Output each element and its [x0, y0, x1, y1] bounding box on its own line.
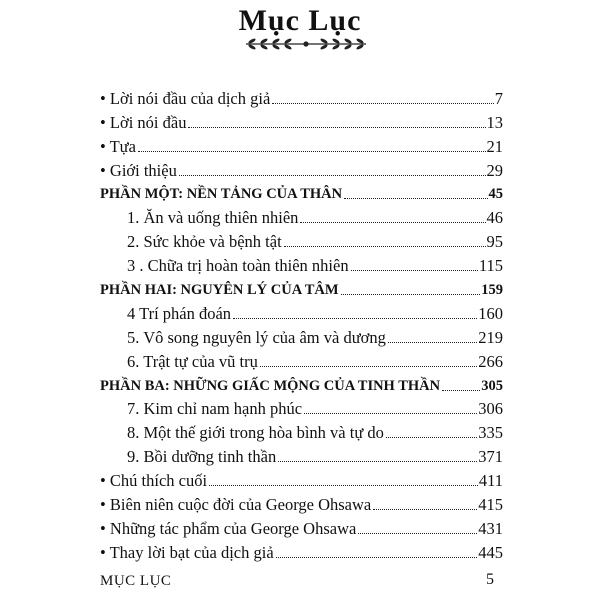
- toc-page-number: 95: [486, 232, 503, 252]
- toc-entry-label: • Lời nói đầu: [100, 112, 187, 132]
- toc-entry[interactable]: [100, 442, 503, 466]
- toc-page-number: 46: [486, 208, 503, 228]
- dot-leader: [442, 390, 480, 391]
- toc-page-number: 266: [478, 351, 503, 371]
- toc-entry[interactable]: [100, 227, 503, 251]
- toc-entry[interactable]: [100, 466, 503, 490]
- dot-leader: [304, 413, 477, 414]
- toc-entry-label: 9. Bồi dưỡng tinh thần: [127, 447, 277, 467]
- toc-entry-label: 1. Ăn và uống thiên nhiên: [127, 208, 299, 228]
- toc-page-number: 160: [478, 303, 503, 323]
- toc-entry-label: • Tựa: [100, 136, 136, 156]
- toc-page-number: 159: [481, 282, 503, 299]
- toc-page-number: 115: [478, 256, 503, 276]
- toc-entry[interactable]: [100, 514, 503, 538]
- dot-leader: [138, 151, 486, 152]
- toc-page-number: 415: [478, 495, 503, 515]
- toc-page-number: 219: [478, 327, 503, 347]
- table-of-contents: [100, 84, 503, 562]
- toc-page-number: 306: [478, 399, 503, 419]
- toc-entry[interactable]: [100, 108, 503, 132]
- toc-entry-label: • Những tác phẩm của George Ohsawa: [100, 518, 357, 538]
- toc-entry-label: • Chú thích cuối: [100, 471, 208, 491]
- toc-entry[interactable]: [100, 132, 503, 156]
- dot-leader: [388, 342, 477, 343]
- dot-leader: [179, 175, 486, 176]
- toc-entry-label: 6. Trật tự của vũ trụ: [127, 351, 258, 371]
- dot-leader: [278, 461, 477, 462]
- toc-entry[interactable]: [100, 395, 503, 419]
- dot-leader: [276, 557, 478, 558]
- toc-entry-label: 4 Trí phán đoán: [127, 303, 232, 323]
- running-head: MỤC LỤC: [100, 573, 172, 589]
- dot-leader: [344, 198, 487, 199]
- toc-entry[interactable]: [100, 251, 503, 275]
- dot-leader: [188, 127, 485, 128]
- toc-page-number: 29: [486, 160, 503, 180]
- page-number: 5: [486, 571, 494, 588]
- toc-entry[interactable]: [100, 347, 503, 371]
- toc-entry-label: 8. Một thế giới trong hòa bình và tự do: [127, 423, 384, 443]
- toc-entry-label: • Giới thiệu: [100, 160, 177, 180]
- toc-entry[interactable]: [100, 323, 503, 347]
- toc-entry-label: 5. Vô song nguyên lý của âm và dương: [127, 327, 386, 347]
- dot-leader: [373, 509, 477, 510]
- page-title: Mục Lục: [238, 4, 362, 37]
- toc-part-label: PHẦN HAI: NGUYÊN LÝ CỦA TÂM: [100, 282, 339, 299]
- leaf-vine-ornament-icon: [240, 36, 372, 52]
- toc-part-heading[interactable]: [100, 180, 503, 204]
- dot-leader: [386, 437, 477, 438]
- toc-page-number: 13: [486, 112, 503, 132]
- toc-entry-label: • Thay lời bạt của dịch giả: [100, 542, 274, 562]
- dot-leader: [300, 222, 485, 223]
- toc-page-number: 45: [488, 186, 503, 203]
- toc-page-number: 431: [478, 518, 503, 538]
- toc-part-label: PHẦN BA: NHỮNG GIẤC MỘNG CỦA TINH THẦN: [100, 377, 441, 394]
- dot-leader: [272, 103, 493, 104]
- toc-entry-label: 3 . Chữa trị hoàn toàn thiên nhiên: [127, 256, 349, 276]
- toc-entry[interactable]: [100, 299, 503, 323]
- toc-entry-label: • Biên niên cuộc đời của George Ohsawa: [100, 495, 372, 515]
- toc-page-number: 445: [478, 542, 503, 562]
- toc-entry[interactable]: [100, 418, 503, 442]
- toc-part-label: PHẦN MỘT: NỀN TẢNG CỦA THÂN: [100, 186, 343, 203]
- dot-leader: [284, 246, 486, 247]
- toc-entry[interactable]: [100, 203, 503, 227]
- toc-page-number: 7: [494, 88, 503, 108]
- toc-entry[interactable]: [100, 84, 503, 108]
- toc-part-heading[interactable]: [100, 275, 503, 299]
- dot-leader: [358, 533, 477, 534]
- dot-leader: [341, 294, 481, 295]
- toc-part-heading[interactable]: [100, 371, 503, 395]
- toc-page-number: 411: [478, 471, 503, 491]
- toc-entry-label: 7. Kim chỉ nam hạnh phúc: [127, 399, 303, 419]
- dot-leader: [209, 485, 478, 486]
- toc-page-number: 305: [481, 377, 503, 394]
- toc-page-number: 335: [478, 423, 503, 443]
- toc-entry[interactable]: [100, 490, 503, 514]
- toc-page-number: 371: [478, 447, 503, 467]
- toc-entry-label: 2. Sức khỏe và bệnh tật: [127, 232, 282, 252]
- toc-entry[interactable]: [100, 538, 503, 562]
- dot-leader: [351, 270, 478, 271]
- toc-entry[interactable]: [100, 156, 503, 180]
- dot-leader: [260, 366, 477, 367]
- toc-page-number: 21: [486, 136, 503, 156]
- dot-leader: [233, 318, 477, 319]
- toc-entry-label: • Lời nói đầu của dịch giả: [100, 88, 271, 108]
